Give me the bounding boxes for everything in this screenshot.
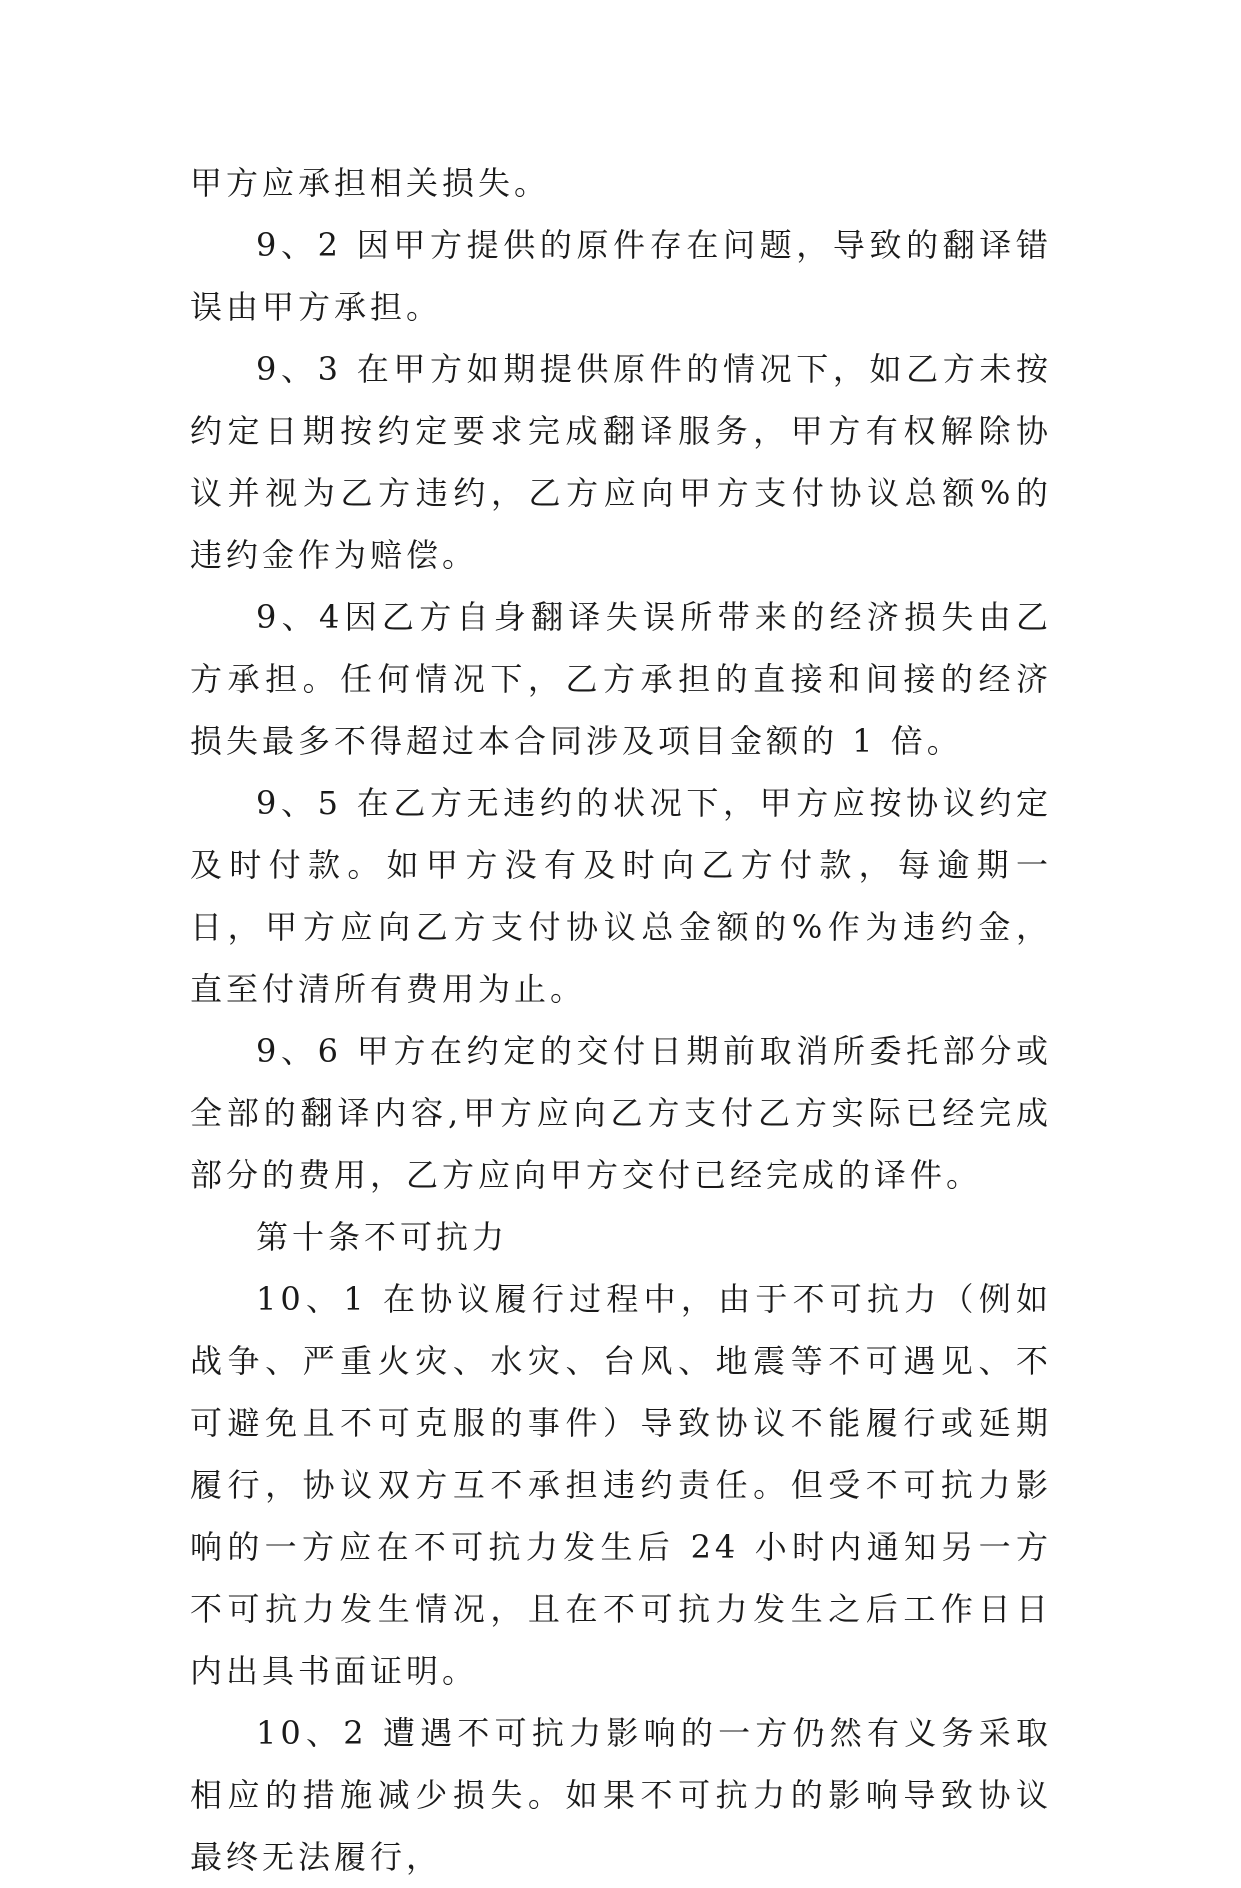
paragraph-9-2: 9、2 因甲方提供的原件存在问题，导致的翻译错误由甲方承担。 xyxy=(190,226,1052,326)
paragraph-9-5: 9、5 在乙方无违约的状况下，甲方应按协议约定及时付款。如甲方没有及时向乙方付款，每逾期一日，甲方应向乙方支付协议总金额的%作为违约金，直至付清所有费用为止。 xyxy=(190,784,1052,1008)
paragraph-10-2: 10、2 遭遇不可抗力影响的一方仍然有义务采取相应的措施减少损失。如果不可抗力的影响导致协议最终无法履行， xyxy=(190,1714,1052,1876)
document-body xyxy=(190,152,1052,1888)
section-heading-article-10: 第十条不可抗力 xyxy=(256,1218,509,1256)
paragraph-9-3: 9、3 在甲方如期提供原件的情况下，如乙方未按约定日期按约定要求完成翻译服务，甲方有权解除协议并视为乙方违约，乙方应向甲方支付协议总额%的违约金作为赔偿。 xyxy=(190,350,1052,574)
paragraph-9-6: 9、6 甲方在约定的交付日期前取消所委托部分或全部的翻译内容,甲方应向乙方支付乙方实际已经完成部分的费用，乙方应向甲方交付已经完成的译件。 xyxy=(190,1032,1052,1194)
paragraph-10-1: 10、1 在协议履行过程中，由于不可抗力（例如战争、严重火灾、水灾、台风、地震等不可遇见、不可避免且不可克服的事件）导致协议不能履行或延期履行，协议双方互不承担违约责任。但受不可抗力影响的一方应在不可抗力发生后 24 小时内通知另一方不可抗力发生情况，且在不可抗力发生之后工作日日内出具书面证明。 xyxy=(190,1280,1052,1690)
paragraph-9-4: 9、4因乙方自身翻译失误所带来的经济损失由乙方承担。任何情况下，乙方承担的直接和间接的经济损失最多不得超过本合同涉及项目金额的 1 倍。 xyxy=(190,598,1052,760)
paragraph-continuation: 甲方应承担相关损失。 xyxy=(190,164,551,202)
